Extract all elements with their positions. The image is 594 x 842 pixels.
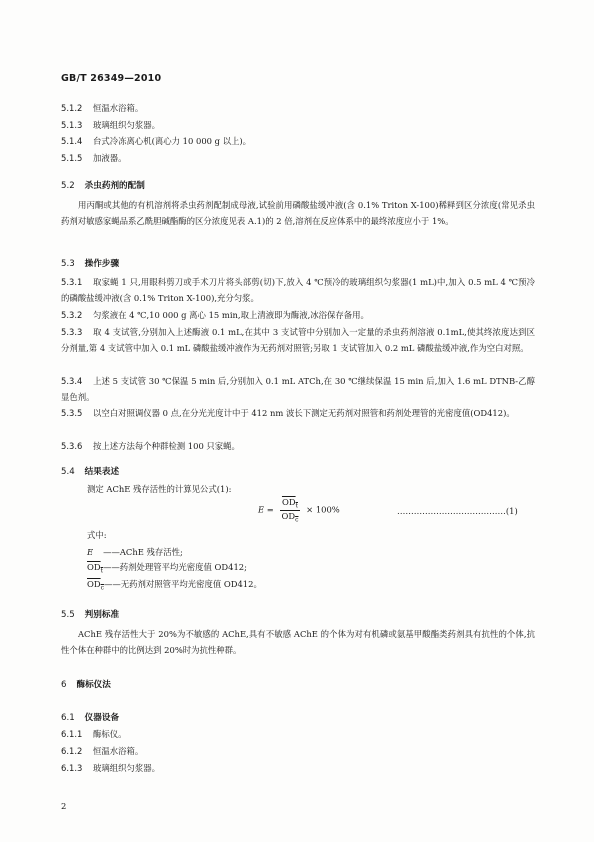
step-5-3-4: 5.3.4 上述 5 支试管 30 ℃保温 5 min 后,分别加入 0.1 mL ATCh,在 30 ℃继续保温 15 min 后,加入 1.6 mL DTNB-乙醇显色剂。 — [61, 376, 535, 402]
step-5-3-3: 5.3.3 取 4 支试管,分别加入上述酶液 0.1 mL,在其中 3 支试管中分别加入一定量的杀虫药剂溶液 0.1mL,使其终浓度达到区分剂量,第 4 支试管中加入 0.1 mL 磷酸盐缓冲液作为无药剂对照管;另取 1 支试管加入 0.2 mL 磷酸盐缓冲液,作为空白对照。 — [61, 327, 535, 353]
formula-intro: 测定 AChE 残存活性的计算见公式(1): — [87, 484, 232, 494]
list-item: 6.1.2 恒温水浴箱。 — [61, 746, 144, 756]
list-item: 5.1.2 恒温水浴箱。 — [61, 103, 144, 113]
list-item: 6.1.1 酶标仪。 — [61, 729, 127, 739]
list-item: 6.1.3 玻璃组织匀浆器。 — [61, 763, 160, 773]
where-label: 式中: — [87, 530, 107, 540]
definition-row: $OD_c——$无药剂对照管平均光密度值 OD412。 — [87, 579, 262, 592]
formula-fraction: $\frac{OD_t}{OD_c}$ — [281, 497, 299, 524]
step-5-3-2: 5.3.2 匀浆液在 4 ℃,10 000 g 离心 15 min,取上清液即为酶液,冰浴保存备用。 — [61, 310, 369, 320]
paragraph: AChE 残存活性大于 20%为不敏感的 AChE,具有不敏感 AChE 的个体为对有机磷或氨基甲酸酯类药剂具有抗性的个体,抗性个体在种群中的比例达到 20%时为抗性种群。 — [61, 629, 535, 655]
section-heading-5-2: 5.2 杀虫药剂的配制 — [61, 181, 145, 191]
section-heading-5-4: 5.4 结果表述 — [61, 467, 120, 477]
list-item: 5.1.5 加液器。 — [61, 153, 127, 163]
section-heading-5-5: 5.5 判别标准 — [61, 610, 120, 620]
list-item: 5.1.4 台式冷冻离心机(离心力 10 000 g 以上)。 — [61, 136, 252, 146]
page-number: 2 — [61, 801, 67, 811]
formula: E = $\frac{OD_t}{OD_c}$ × 100% — [258, 497, 340, 524]
section-heading-6-1: 6.1 仪器设备 — [61, 713, 120, 723]
step-5-3-1: 5.3.1 取家蝇 1 只,用眼科剪刀或手术刀片将头部剪(切)下,放入 4 ℃预冷的玻璃组织匀浆器(1 mL)中,加入 0.5 mL 4 ℃预冷的磷酸盐缓冲液(含 0.1% Triton X-100),充分匀浆。 — [61, 277, 535, 303]
section-heading-5-3: 5.3 操作步骤 — [61, 259, 120, 269]
definition-row: E ——AChE 残存活性; — [87, 547, 183, 557]
step-5-3-5: 5.3.5 以空白对照调仪器 0 点,在分光光度计中于 412 nm 波长下测定无药剂对照管和药剂处理管的光密度值(OD412)。 — [61, 408, 515, 418]
section-heading-6: 6 酶标仪法 — [61, 680, 111, 690]
list-item: 5.1.3 玻璃组织匀浆器。 — [61, 120, 160, 130]
paragraph: 用丙酮或其他的有机溶剂将杀虫药剂配制成母液,试验前用磷酸盐缓冲液(含 0.1% Triton X-100)稀释到区分浓度(常见杀虫药剂对敏感家蝇品系乙酰胆碱酯酶的区分浓度见表 A.1)的 2 倍,溶剂在反应体系中的最终浓度应小于 1%。 — [61, 200, 535, 226]
standard-header: GB/T 26349—2010 — [61, 73, 162, 84]
definition-row: $OD_t——$药剂处理管平均光密度值 OD412; — [87, 562, 247, 575]
step-5-3-6: 5.3.6 按上述方法每个种群检测 100 只家蝇。 — [61, 441, 240, 451]
formula-number: …………………………………(1) — [397, 506, 518, 516]
